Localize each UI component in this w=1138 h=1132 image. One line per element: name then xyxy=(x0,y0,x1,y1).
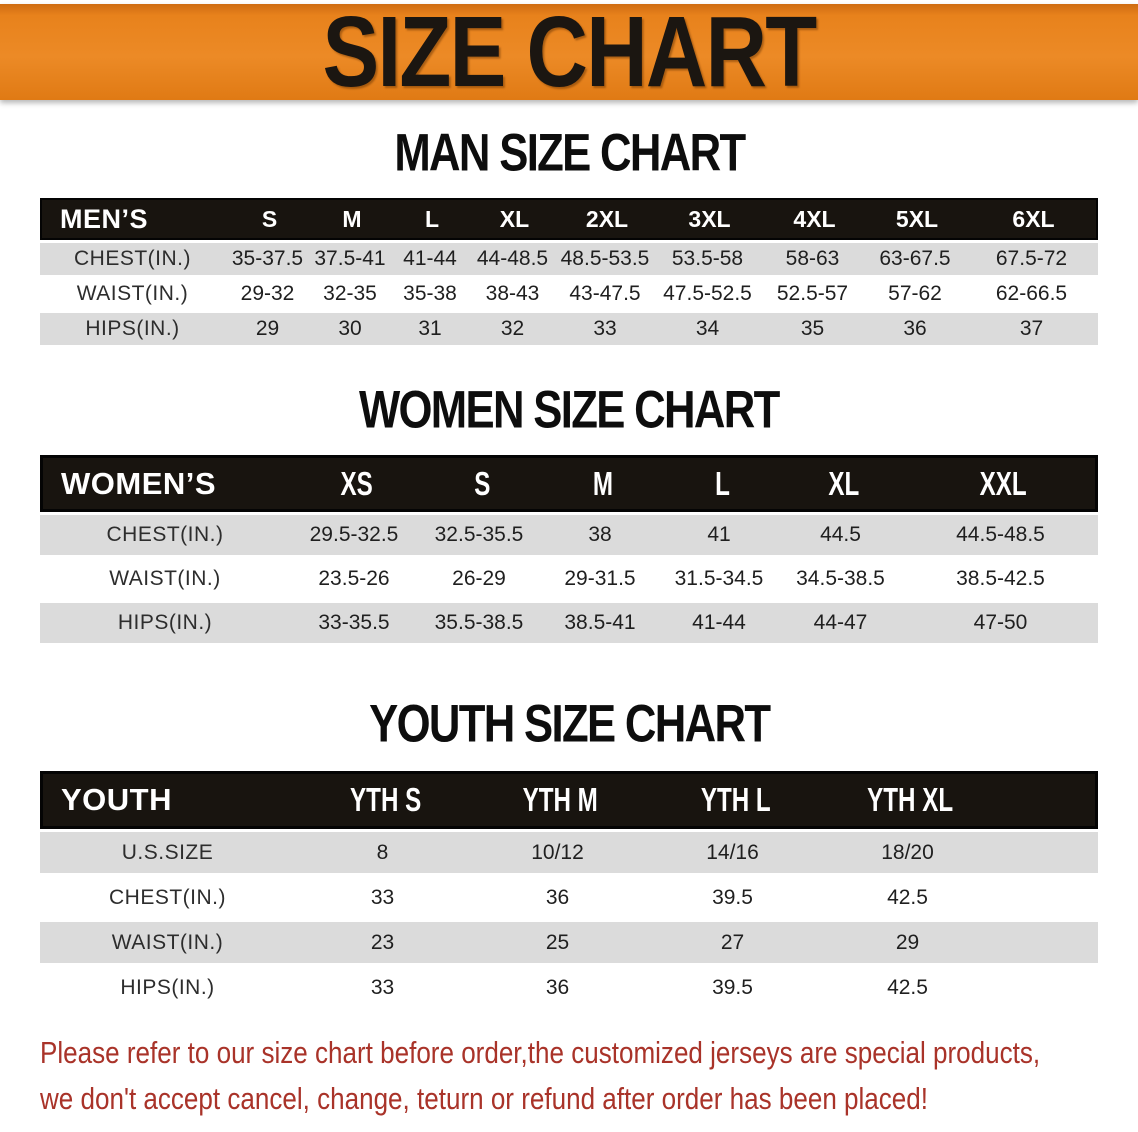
cell-value: 32-35 xyxy=(323,282,377,305)
table-row xyxy=(40,877,1098,918)
row-label: CHEST(IN.) xyxy=(106,523,224,546)
cell-value: 18/20 xyxy=(881,840,934,864)
cell-value: 23.5-26 xyxy=(318,567,390,590)
cell-value: 41-44 xyxy=(692,611,746,634)
size-column-header: 2XL xyxy=(585,205,629,232)
size-column-header: S xyxy=(261,205,278,232)
cell-value: 37 xyxy=(1019,317,1044,340)
youth-size-table xyxy=(40,771,1098,1008)
cell-value: 42.5 xyxy=(887,975,928,999)
women-table-label: WOMEN’S xyxy=(61,465,217,501)
cell-value: 35.5-38.5 xyxy=(434,611,524,634)
cell-value: 44.5 xyxy=(820,523,861,546)
row-label: U.S.SIZE xyxy=(121,840,214,864)
table-row xyxy=(40,832,1098,873)
cell-value: 35-37.5 xyxy=(231,247,304,270)
cell-value: 43-47.5 xyxy=(569,282,641,305)
size-column-header: YTH L xyxy=(700,780,771,819)
table-row xyxy=(40,515,1098,555)
cell-value: 8 xyxy=(376,840,389,864)
cell-value: 39.5 xyxy=(712,885,753,909)
cell-value: 62-66.5 xyxy=(995,282,1068,305)
cell-value: 44.5-48.5 xyxy=(956,523,1045,546)
cell-value: 44-47 xyxy=(813,611,868,634)
size-column-header: 6XL xyxy=(1012,205,1055,232)
youth-table-label: YOUTH xyxy=(61,782,172,817)
size-column-header: XL xyxy=(499,205,530,232)
cell-value: 29-31.5 xyxy=(564,567,636,590)
cell-value: 34.5-38.5 xyxy=(796,567,885,590)
cell-value: 63-67.5 xyxy=(879,247,951,270)
table-row xyxy=(40,967,1098,1008)
cell-value: 31.5-34.5 xyxy=(674,567,764,590)
cell-value: 35 xyxy=(800,317,825,340)
cell-value: 36 xyxy=(903,317,927,340)
cell-value: 25 xyxy=(545,930,570,954)
size-chart-banner xyxy=(0,0,1138,108)
size-column-header: YTH M xyxy=(522,780,599,819)
cell-value: 41-44 xyxy=(403,247,457,270)
table-row xyxy=(40,559,1098,599)
size-column-header: XXL xyxy=(979,464,1028,502)
cell-value: 33 xyxy=(593,317,617,340)
cell-value: 36 xyxy=(545,885,570,909)
size-column-header: XL xyxy=(828,464,859,502)
row-label: WAIST(IN.) xyxy=(111,930,224,954)
cell-value: 39.5 xyxy=(712,975,753,999)
cell-value: 36 xyxy=(545,975,570,999)
banner-title: SIZE CHART xyxy=(322,0,816,108)
cell-value: 32 xyxy=(500,317,525,340)
row-label: WAIST(IN.) xyxy=(109,567,221,590)
cell-value: 23 xyxy=(370,930,395,954)
cell-value: 35-38 xyxy=(403,282,457,305)
size-column-header: 5XL xyxy=(895,205,939,232)
cell-value: 27 xyxy=(720,930,745,954)
cell-value: 38.5-41 xyxy=(564,611,636,634)
table-row xyxy=(40,243,1098,275)
cell-value: 57-62 xyxy=(888,282,942,305)
cell-value: 14/16 xyxy=(706,840,759,864)
row-label: HIPS(IN.) xyxy=(85,317,180,340)
disclaimer-line-1: Please refer to our size chart before order,the customized jerseys are special products, xyxy=(40,1035,1041,1070)
cell-value: 30 xyxy=(338,317,362,340)
cell-value: 34 xyxy=(695,317,720,340)
row-label: CHEST(IN.) xyxy=(109,885,226,909)
size-column-header: 4XL xyxy=(793,205,836,232)
size-column-header: YTH XL xyxy=(867,780,954,819)
cell-value: 41 xyxy=(707,523,731,546)
cell-value: 38 xyxy=(588,523,612,546)
cell-value: 44-48.5 xyxy=(476,247,549,270)
row-label: CHEST(IN.) xyxy=(74,247,191,270)
size-column-header: S xyxy=(473,464,491,502)
row-label: HIPS(IN.) xyxy=(117,611,213,634)
size-column-header: L xyxy=(424,205,440,232)
size-column-header: XS xyxy=(340,464,374,502)
disclaimer-line-2: we don't accept cancel, change, teturn or refund after order has been placed! xyxy=(40,1081,929,1116)
size-column-header: 3XL xyxy=(688,205,731,232)
cell-value: 48.5-53.5 xyxy=(560,247,650,270)
cell-value: 53.5-58 xyxy=(671,247,744,270)
cell-value: 38-43 xyxy=(485,282,540,305)
disclaimer-text xyxy=(40,1030,1138,1122)
size-column-header: M xyxy=(342,205,362,232)
youth-table-header-row xyxy=(40,771,1098,829)
man-section-heading: MAN SIZE CHART xyxy=(393,123,745,183)
size-column-header: YTH S xyxy=(349,780,422,819)
row-label: WAIST(IN.) xyxy=(76,282,189,305)
table-row xyxy=(40,278,1098,310)
cell-value: 37.5-41 xyxy=(314,247,386,270)
cell-value: 26-29 xyxy=(452,567,506,590)
cell-value: 67.5-72 xyxy=(995,247,1068,270)
cell-value: 47.5-52.5 xyxy=(663,282,752,305)
cell-value: 31 xyxy=(418,317,442,340)
cell-value: 52.5-57 xyxy=(776,282,849,305)
men-table-label: MEN’S xyxy=(60,203,149,234)
cell-value: 38.5-42.5 xyxy=(956,567,1045,590)
men-table-header-row xyxy=(40,198,1098,240)
row-label: HIPS(IN.) xyxy=(120,975,215,999)
men-size-table xyxy=(40,198,1098,345)
cell-value: 32.5-35.5 xyxy=(434,523,524,546)
cell-value: 47-50 xyxy=(973,611,1028,634)
women-table-header-row xyxy=(40,455,1098,512)
cell-value: 29-32 xyxy=(240,282,295,305)
size-column-header: M xyxy=(592,464,614,502)
women-size-table xyxy=(40,455,1098,643)
cell-value: 29 xyxy=(895,930,920,954)
cell-value: 58-63 xyxy=(785,247,840,270)
cell-value: 33 xyxy=(370,975,395,999)
size-column-header: L xyxy=(714,464,730,502)
table-row xyxy=(40,603,1098,643)
cell-value: 29.5-32.5 xyxy=(309,523,399,546)
cell-value: 33 xyxy=(370,885,395,909)
table-row xyxy=(40,313,1098,345)
cell-value: 10/12 xyxy=(531,840,584,864)
youth-section-heading: YOUTH SIZE CHART xyxy=(368,694,770,754)
table-row xyxy=(40,922,1098,963)
cell-value: 29 xyxy=(255,317,280,340)
cell-value: 33-35.5 xyxy=(318,611,390,634)
cell-value: 42.5 xyxy=(887,885,928,909)
women-section-heading: WOMEN SIZE CHART xyxy=(359,380,779,440)
